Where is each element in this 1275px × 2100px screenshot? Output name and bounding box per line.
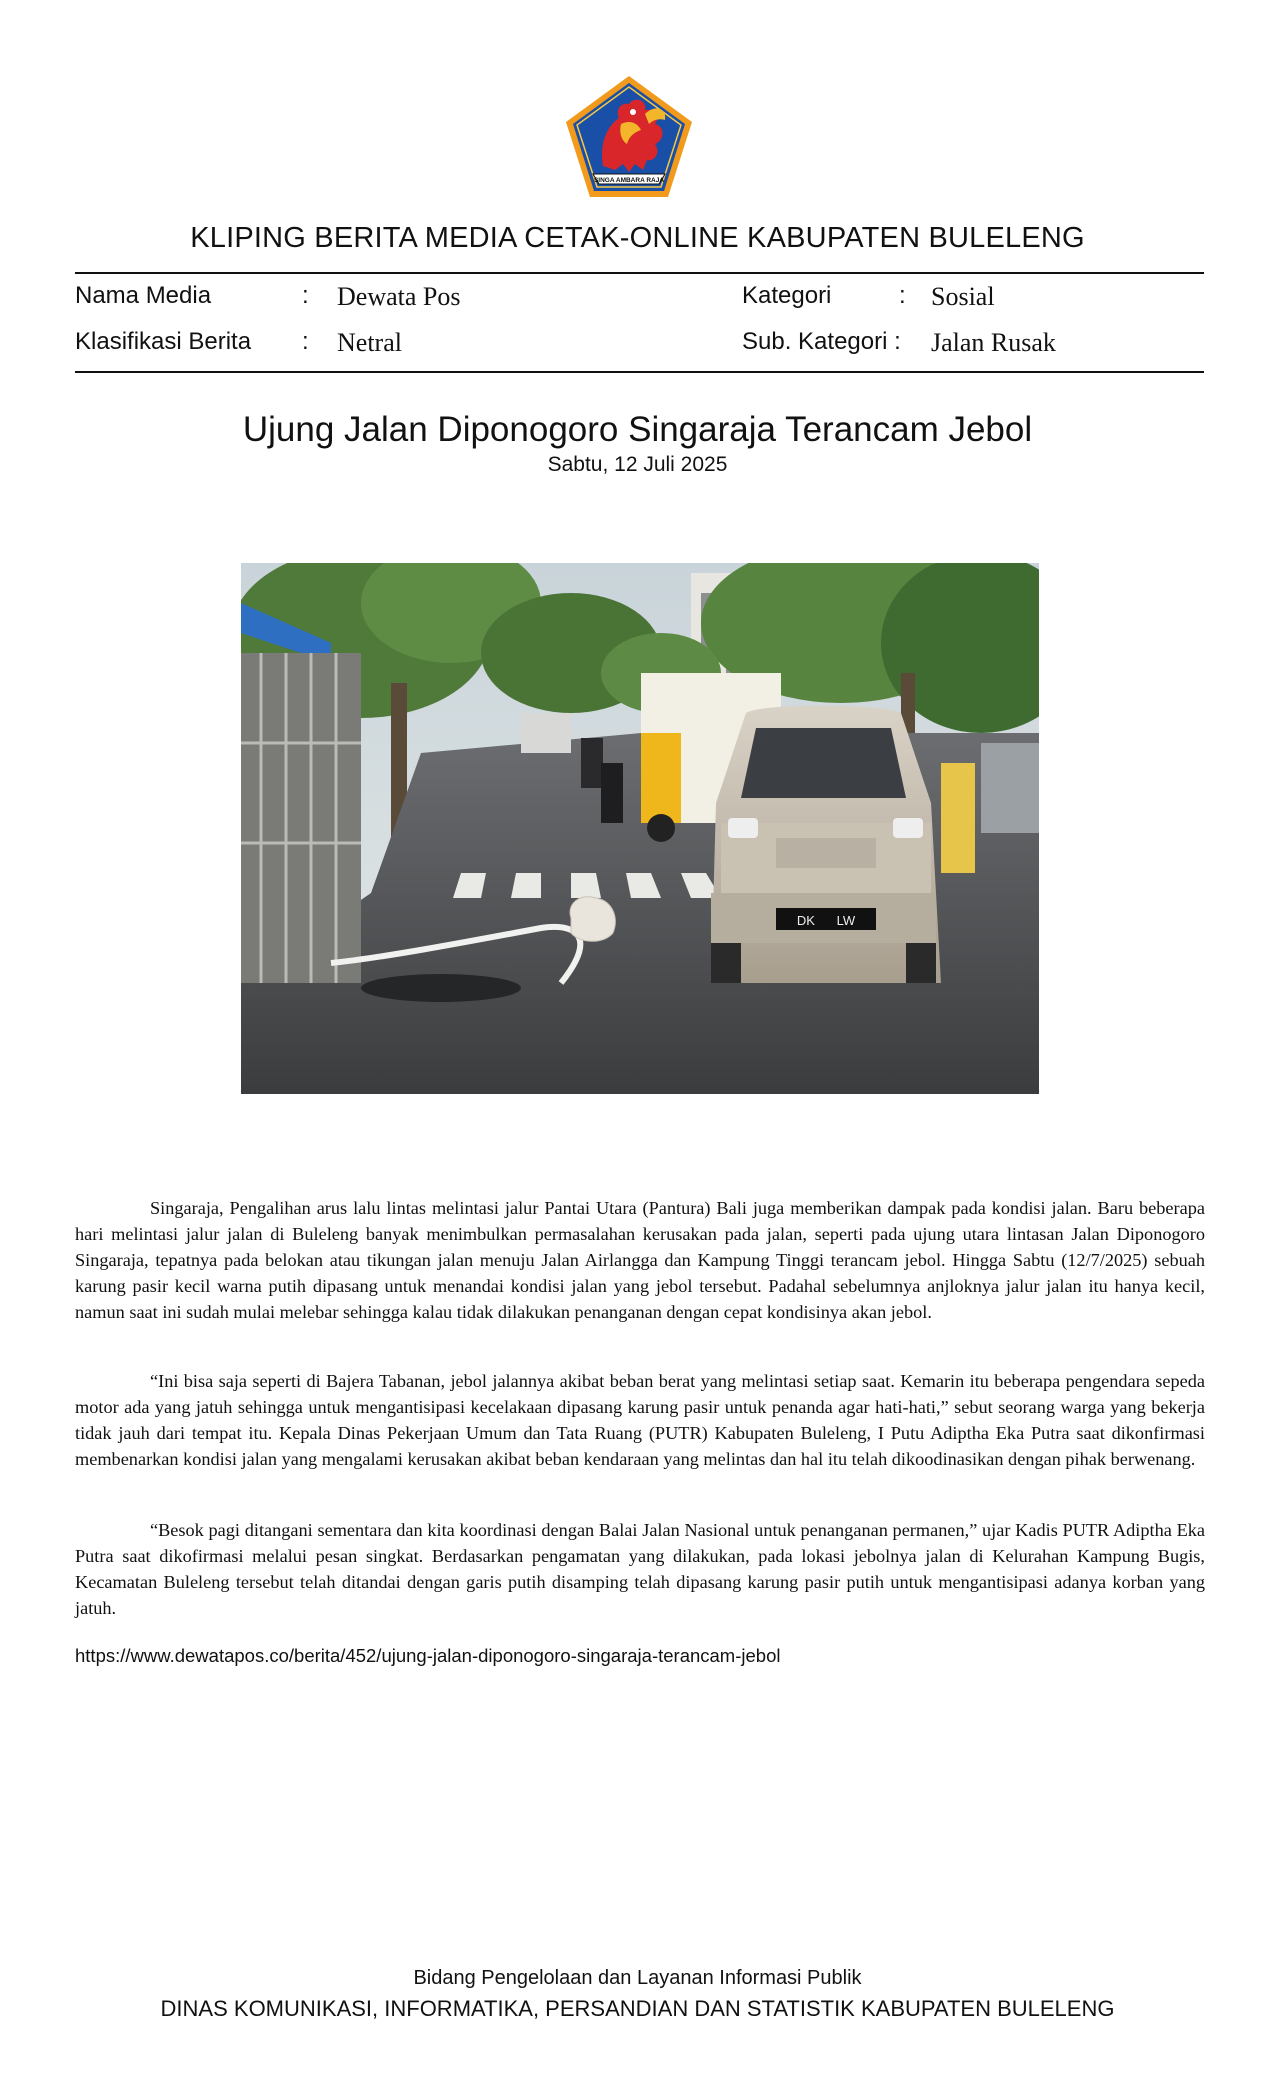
media-value: Dewata Pos (337, 282, 461, 311)
kategori-colon: : (899, 282, 906, 309)
media-label: Nama Media (75, 282, 212, 309)
article-paragraph-1 (75, 1195, 1205, 1325)
article-paragraph-2 (75, 1368, 1205, 1472)
media-colon: : (302, 282, 309, 309)
subkategori-value: Jalan Rusak (931, 328, 1056, 357)
klasifikasi-colon: : (302, 328, 309, 355)
news-photo (241, 563, 1039, 1094)
article-paragraph-3 (75, 1517, 1205, 1621)
subkategori-label: Sub. Kategori : (742, 328, 901, 355)
document-header-title: KLIPING BERITA MEDIA CETAK-ONLINE KABUPATEN BULELENG (190, 222, 1085, 254)
header-divider-top (75, 272, 1204, 274)
klasifikasi-label: Klasifikasi Berita (75, 328, 252, 355)
logo-motto: SINGA AMBARA RAJA (593, 177, 665, 184)
van-license-plate: DK LW (796, 913, 856, 928)
article-date: Sabtu, 12 Juli 2025 (547, 453, 728, 476)
source-link[interactable]: https://www.dewatapos.co/berita/452/ujung-jalan-diponogoro-singaraja-terancam-jebol (75, 1645, 781, 1666)
header-divider-bottom (75, 371, 1204, 373)
footer-agency: DINAS KOMUNIKASI, INFORMATIKA, PERSANDIAN DAN STATISTIK KABUPATEN BULELENG (160, 1996, 1115, 2021)
kategori-label: Kategori (742, 282, 832, 309)
article-paragraph-2-text: “Ini bisa saja seperti di Bajera Tabanan, jebol jalannya akibat beban berat yang melintasi setiap saat. Kemarin itu beberapa pengendara sepeda motor ada yang jatuh sehingga untuk mengantisipasi kecelakaan dipasang karung pasir untuk penanda agar hati-hati,” sebut seorang warga yang bekerja tidak jauh dari tempat itu. Kepala Dinas Pekerjaan Umum dan Tata Ruang (PUTR) Kabupaten Buleleng, I Putu Adiptha Eka Putra saat dikonfirmasi membenarkan kondisi jalan yang mengalami kerusakan akibat beban kendaraan yang melintas dan hal itu telah dikoodinasikan dengan pihak berwenang. (75, 1371, 1205, 1469)
footer-division: Bidang Pengelolaan dan Layanan Informasi Publik (413, 1967, 862, 1989)
article-title: Ujung Jalan Diponogoro Singaraja Terancam Jebol (242, 410, 1033, 449)
article-paragraph-1-text: Singaraja, Pengalihan arus lalu lintas melintasi jalur Pantai Utara (Pantura) Bali juga memberikan dampak pada kondisi jalan. Baru beberapa hari melintasi jalur jalan di Buleleng banyak menimbulkan permasalahan kerusakan pada jalan, seperti pada ujung utara lintasan Jalan Diponogoro Singaraja, tepatnya pada belokan atau tikungan jalan menuju Jalan Airlangga dan Kampung Tinggi terancam jebol. Hingga Sabtu (12/7/2025) sebuah karung pasir kecil warna putih dipasang untuk menandai kondisi jalan yang jebol tersebut. Padahal sebelumnya anjloknya jalur jalan itu hanya kecil, namun saat ini sudah mulai melebar sehingga kalau tidak dilakukan penanganan dengan cepat kondisinya akan jebol. (75, 1198, 1205, 1322)
singa-ambara-raja-logo (563, 74, 695, 200)
klasifikasi-value: Netral (337, 328, 402, 357)
article-paragraph-3-text: “Besok pagi ditangani sementara dan kita koordinasi dengan Balai Jalan Nasional untuk penanganan permanen,” ujar Kadis PUTR Adiptha Eka Putra saat dikofirmasi melalui pesan singkat. Berdasarkan pengamatan yang dilakukan, pada lokasi jebolnya jalan di Kelurahan Kampung Bugis, Kecamatan Buleleng tersebut telah ditandai dengan garis putih disamping telah dipasang karung pasir putih untuk mengantisipasi adanya korban yang jatuh. (75, 1520, 1205, 1618)
kategori-value: Sosial (931, 282, 995, 311)
